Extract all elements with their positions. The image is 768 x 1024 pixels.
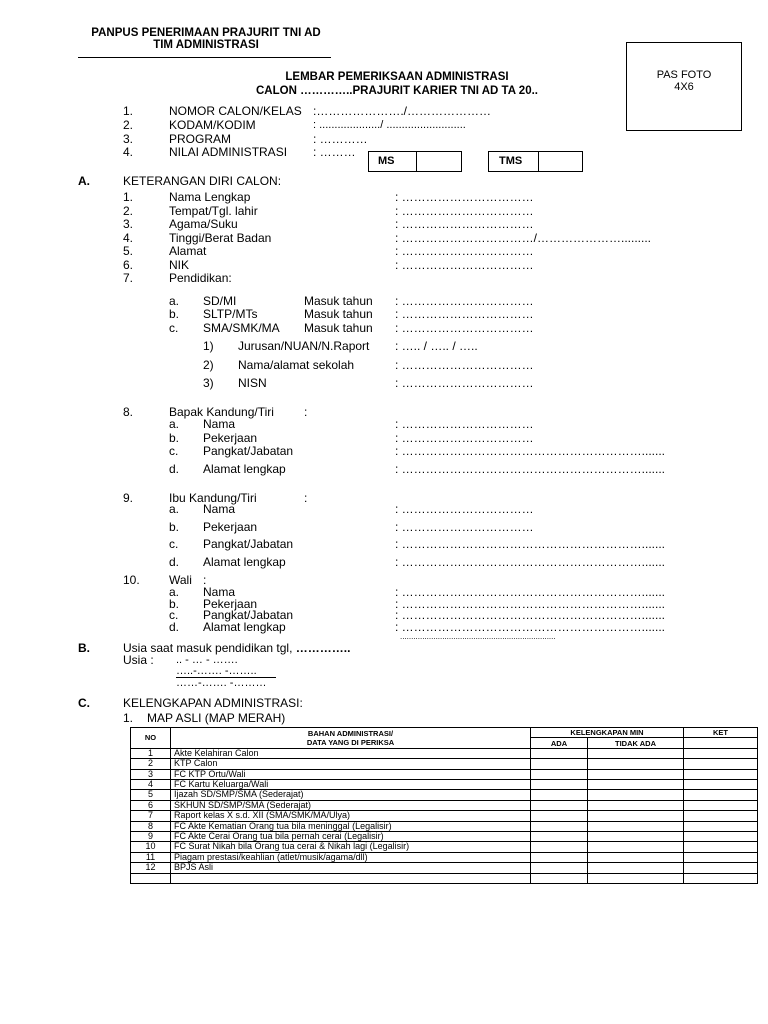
row-item <box>171 873 531 883</box>
sub-letter: a. <box>169 585 180 599</box>
tms-box[interactable] <box>488 151 583 172</box>
table-row <box>131 832 758 842</box>
ada-cell[interactable] <box>531 821 588 831</box>
ms-divider <box>416 152 417 171</box>
row-item: Piagam prestasi/keahlian (atlet/musik/agama/dll) <box>171 852 531 862</box>
row-no: 9 <box>131 832 171 842</box>
edu-label: SMA/SMK/MA <box>203 321 280 335</box>
tms-divider <box>538 152 539 171</box>
table-row <box>131 852 758 862</box>
field-label: Nama <box>203 502 236 516</box>
table-row <box>131 821 758 831</box>
row-item: Raport kelas X s.d. XII (SMA/SMK/MA/Ulya) <box>171 811 531 821</box>
row-item: BPJS Asli <box>171 863 531 873</box>
edu-letter: a. <box>169 294 180 308</box>
row-no: 2 <box>131 759 171 769</box>
age-at-entry-dots[interactable]: ………….. <box>295 641 351 655</box>
item-num: 1. <box>123 104 134 118</box>
tidak-ada-cell[interactable] <box>588 759 684 769</box>
field-value[interactable]: : ……………………………………………………....... <box>395 444 666 458</box>
col-header-tidak-ada: TIDAK ADA <box>588 738 684 748</box>
field-label: KODAM/KODIM <box>169 118 256 132</box>
field-value[interactable]: : ……………………………………………………....... <box>395 608 666 622</box>
mother-title: Ibu Kandung/Tiri <box>169 491 257 505</box>
field-value[interactable]: : ……………………………………………………....... <box>395 537 666 551</box>
field-value[interactable]: : ……………………………………………………....... <box>395 555 666 569</box>
tidak-ada-cell[interactable] <box>588 821 684 831</box>
table-row <box>131 780 758 790</box>
form-title-line2: CALON …………..PRAJURIT KARIER TNI AD TA 20.. <box>256 85 538 97</box>
row-item: FC Akte Kematian Orang tua bila meninggal (Legalisir) <box>171 821 531 831</box>
ada-cell[interactable] <box>531 811 588 821</box>
ket-cell[interactable] <box>684 800 758 810</box>
field-value[interactable]: : ……… <box>313 145 356 159</box>
table-row <box>131 769 758 779</box>
tidak-ada-cell[interactable] <box>588 811 684 821</box>
row-no <box>131 873 171 883</box>
item-num: 4. <box>123 231 134 245</box>
tms-label: TMS <box>499 155 523 167</box>
field-label: Pekerjaan <box>203 431 258 445</box>
org-name-line2: TIM ADMINISTRASI <box>153 39 259 51</box>
item-num: 4. <box>123 145 134 159</box>
field-label: Nama Lengkap <box>169 190 251 204</box>
field-value[interactable]: :…………………./………………… <box>313 104 492 118</box>
col-header-ket: KET <box>684 728 758 738</box>
edu-sub-num: 2) <box>203 358 214 372</box>
sub-item-title: MAP ASLI (MAP MERAH) <box>147 711 286 725</box>
item-num: 1. <box>123 190 134 204</box>
table-row <box>131 863 758 873</box>
field-value[interactable]: : …………………………… <box>395 431 534 445</box>
field-value[interactable]: : …………………………… <box>395 258 534 272</box>
sub-letter: a. <box>169 417 180 431</box>
ada-cell[interactable] <box>531 790 588 800</box>
section-a-letter: A. <box>78 174 90 188</box>
ket-cell[interactable] <box>684 832 758 842</box>
field-label: Tempat/Tgl. lahir <box>169 204 258 218</box>
col-header-ada: ADA <box>531 738 588 748</box>
row-no: 7 <box>131 811 171 821</box>
edu-sub-label: Nama/alamat sekolah <box>238 358 355 372</box>
ada-cell[interactable] <box>531 769 588 779</box>
ada-cell[interactable] <box>531 852 588 862</box>
field-value[interactable]: : …………………………… <box>395 217 534 231</box>
item-num: 8. <box>123 405 134 419</box>
field-label: NILAI ADMINISTRASI <box>169 145 288 159</box>
ada-cell[interactable] <box>531 863 588 873</box>
row-no: 10 <box>131 842 171 852</box>
row-no: 8 <box>131 821 171 831</box>
usia-calc-1[interactable]: …..-……. -…….. <box>176 665 257 677</box>
table-row <box>131 811 758 821</box>
item-num: 9. <box>123 491 134 505</box>
usia-calc-2[interactable]: ……-……. -……… <box>176 677 267 689</box>
field-value[interactable]: : …………………………… <box>395 376 534 390</box>
field-value[interactable]: : ……………………………………………………....... <box>395 585 666 599</box>
edu-label: SLTP/MTs <box>203 307 258 321</box>
row-item: FC Surat Nikah bila Orang tua cerai & Nikah lagi (Legalisir) <box>171 842 531 852</box>
field-label: Alamat <box>169 244 207 258</box>
row-no: 11 <box>131 852 171 862</box>
ada-cell[interactable] <box>531 748 588 758</box>
section-c-letter: C. <box>78 696 90 710</box>
sub-item-num: 1. <box>123 711 134 725</box>
field-label: Tinggi/Berat Badan <box>169 231 272 245</box>
edu-sub-num: 3) <box>203 376 214 390</box>
ada-cell[interactable] <box>531 759 588 769</box>
sub-letter: a. <box>169 502 180 516</box>
row-item: FC KTP Ortu/Wali <box>171 769 531 779</box>
field-value[interactable]: : …………………………… <box>395 204 534 218</box>
field-label: PROGRAM <box>169 132 232 146</box>
field-label: Pangkat/Jabatan <box>203 444 294 458</box>
item-num: 7. <box>123 271 134 285</box>
field-label: NOMOR CALON/KELAS <box>169 104 302 118</box>
field-label: Alamat lengkap <box>203 555 286 569</box>
age-at-entry-label <box>123 641 350 655</box>
father-title: Bapak Kandung/Tiri <box>169 405 274 419</box>
table-row <box>131 842 758 852</box>
row-no: 4 <box>131 780 171 790</box>
ada-cell[interactable] <box>531 873 588 883</box>
field-value[interactable]: : …………………………… <box>395 358 534 372</box>
field-value[interactable]: : ….. / ….. / ….. <box>395 339 478 353</box>
tidak-ada-cell[interactable] <box>588 748 684 758</box>
sub-letter: c. <box>169 537 179 551</box>
item-num: 10. <box>123 573 140 587</box>
sub-letter: b. <box>169 520 180 534</box>
org-name-line1: PANPUS PENERIMAAN PRAJURIT TNI AD <box>91 27 321 39</box>
section-c-title: KELENGKAPAN ADMINISTRASI: <box>123 696 303 710</box>
row-no: 3 <box>131 769 171 779</box>
sub-letter: c. <box>169 444 179 458</box>
field-label: Alamat lengkap <box>203 620 286 634</box>
tidak-ada-cell[interactable] <box>588 842 684 852</box>
ms-label: MS <box>378 155 395 167</box>
father-colon: : <box>304 405 308 419</box>
guardian-extra-line[interactable]: ...................................................................... <box>400 632 556 641</box>
header-underline <box>78 57 331 58</box>
field-value[interactable]: : …………………………… <box>395 502 534 516</box>
col-header-no: NO <box>131 728 171 749</box>
table-row <box>131 748 758 758</box>
mother-colon: : <box>304 491 308 505</box>
item-num: 6. <box>123 258 134 272</box>
section-a-title: KETERANGAN DIRI CALON: <box>123 174 282 188</box>
item-num: 3. <box>123 132 134 146</box>
edu-label: SD/MI <box>203 294 237 308</box>
field-label: Agama/Suku <box>169 217 238 231</box>
edu-sub: Masuk tahun <box>304 307 373 321</box>
field-value[interactable]: : ………… <box>313 132 368 146</box>
tidak-ada-cell[interactable] <box>588 800 684 810</box>
field-value[interactable]: : …………………………… <box>395 294 534 308</box>
sub-letter: b. <box>169 597 180 611</box>
ada-cell[interactable] <box>531 842 588 852</box>
field-label: Alamat lengkap <box>203 462 286 476</box>
photo-box <box>626 42 742 131</box>
ket-cell[interactable] <box>684 821 758 831</box>
row-item: FC Akte Cerai Orang tua bila pernah cerai (Legalisir) <box>171 832 531 842</box>
item-num: 2. <box>123 204 134 218</box>
edu-sub-label: NISN <box>238 376 267 390</box>
col-header-bahan-line2: DATA YANG DI PERIKSA <box>306 737 395 747</box>
ket-cell[interactable] <box>684 852 758 862</box>
row-item: SKHUN SD/SMP/SMA (Sederajat) <box>171 800 531 810</box>
sub-letter: c. <box>169 608 179 622</box>
ket-cell[interactable] <box>684 780 758 790</box>
photo-box-size: 4X6 <box>674 81 694 93</box>
ms-box[interactable] <box>368 151 462 172</box>
tidak-ada-cell[interactable] <box>588 790 684 800</box>
ket-cell[interactable] <box>684 790 758 800</box>
ket-cell[interactable] <box>684 811 758 821</box>
field-label: Pangkat/Jabatan <box>203 537 294 551</box>
item-num: 5. <box>123 244 134 258</box>
table-row <box>131 800 758 810</box>
row-no: 1 <box>131 748 171 758</box>
row-item: FC Kartu Keluarga/Wali <box>171 780 531 790</box>
ket-cell[interactable] <box>684 842 758 852</box>
field-value[interactable]: : …………………………… <box>395 244 534 258</box>
ket-cell[interactable] <box>684 769 758 779</box>
field-label: Pangkat/Jabatan <box>203 608 294 622</box>
col-header-kelengkapan: KELENGKAPAN MIN <box>531 728 684 738</box>
col-header-bahan <box>171 728 531 749</box>
table-row <box>131 759 758 769</box>
field-value[interactable]: : ……………………………………………………....... <box>395 462 666 476</box>
sub-letter: b. <box>169 431 180 445</box>
edu-sub-num: 1) <box>203 339 214 353</box>
field-value[interactable]: : ..................../ .......................... <box>313 119 466 131</box>
field-value[interactable]: : …………………………… <box>395 307 534 321</box>
usia-label: Usia : <box>123 653 154 667</box>
age-at-entry-text: Usia saat masuk pendidikan tgl, <box>123 641 296 655</box>
edu-sub: Masuk tahun <box>304 294 373 308</box>
row-no: 6 <box>131 800 171 810</box>
ada-cell[interactable] <box>531 780 588 790</box>
col-header-bahan-line1: BAHAN ADMINISTRASI/ <box>307 728 394 738</box>
sub-letter: d. <box>169 620 180 634</box>
field-value[interactable]: : …………………………… <box>395 190 534 204</box>
guardian-colon: : <box>203 573 207 587</box>
sub-letter: d. <box>169 555 180 569</box>
guardian-title: Wali <box>169 573 192 587</box>
tidak-ada-cell[interactable] <box>588 832 684 842</box>
field-label: Pekerjaan <box>203 597 258 611</box>
ket-cell[interactable] <box>684 748 758 758</box>
ada-cell[interactable] <box>531 832 588 842</box>
edu-sub-label: Jurusan/NUAN/N.Raport <box>238 339 370 353</box>
field-value[interactable]: : ……………………………………………………....... <box>395 597 666 611</box>
field-label: Nama <box>203 417 236 431</box>
table-row <box>131 790 758 800</box>
tidak-ada-cell[interactable] <box>588 873 684 883</box>
field-label: Nama <box>203 585 236 599</box>
edu-letter: b. <box>169 307 180 321</box>
field-label: NIK <box>169 258 190 272</box>
edu-sub: Masuk tahun <box>304 321 373 335</box>
field-label: Pekerjaan <box>203 520 258 534</box>
row-item: Akte Kelahiran Calon <box>171 748 531 758</box>
row-no: 5 <box>131 790 171 800</box>
row-item: KTP Calon <box>171 759 531 769</box>
form-title-line1: LEMBAR PEMERIKSAAN ADMINISTRASI <box>285 71 509 83</box>
tidak-ada-cell[interactable] <box>588 780 684 790</box>
usia-value[interactable]: .. - … - ……. <box>176 654 238 666</box>
col-header-ket-sub <box>684 738 758 748</box>
field-value[interactable]: : …………………………… <box>395 321 534 335</box>
ada-cell[interactable] <box>531 800 588 810</box>
row-item: Ijazah SD/SMP/SMA (Sederajat) <box>171 790 531 800</box>
ket-cell[interactable] <box>684 873 758 883</box>
admin-checklist-table <box>130 727 758 884</box>
field-label: Pendidikan: <box>169 271 232 285</box>
tidak-ada-cell[interactable] <box>588 852 684 862</box>
item-num: 2. <box>123 118 134 132</box>
ket-cell[interactable] <box>684 759 758 769</box>
field-value[interactable]: : …………………………… <box>395 520 534 534</box>
row-no: 12 <box>131 863 171 873</box>
section-b-letter: B. <box>78 641 90 655</box>
tidak-ada-cell[interactable] <box>588 863 684 873</box>
field-value[interactable]: : ……………………………………………………....... <box>395 620 666 634</box>
photo-box-label: PAS FOTO <box>656 69 712 81</box>
tidak-ada-cell[interactable] <box>588 769 684 779</box>
table-row <box>131 873 758 883</box>
field-value[interactable]: : …………………………… <box>395 417 534 431</box>
edu-letter: c. <box>169 321 179 335</box>
item-num: 3. <box>123 217 134 231</box>
ket-cell[interactable] <box>684 863 758 873</box>
sub-letter: d. <box>169 462 180 476</box>
field-value[interactable]: : ……………………………/…………………......... <box>395 231 652 245</box>
